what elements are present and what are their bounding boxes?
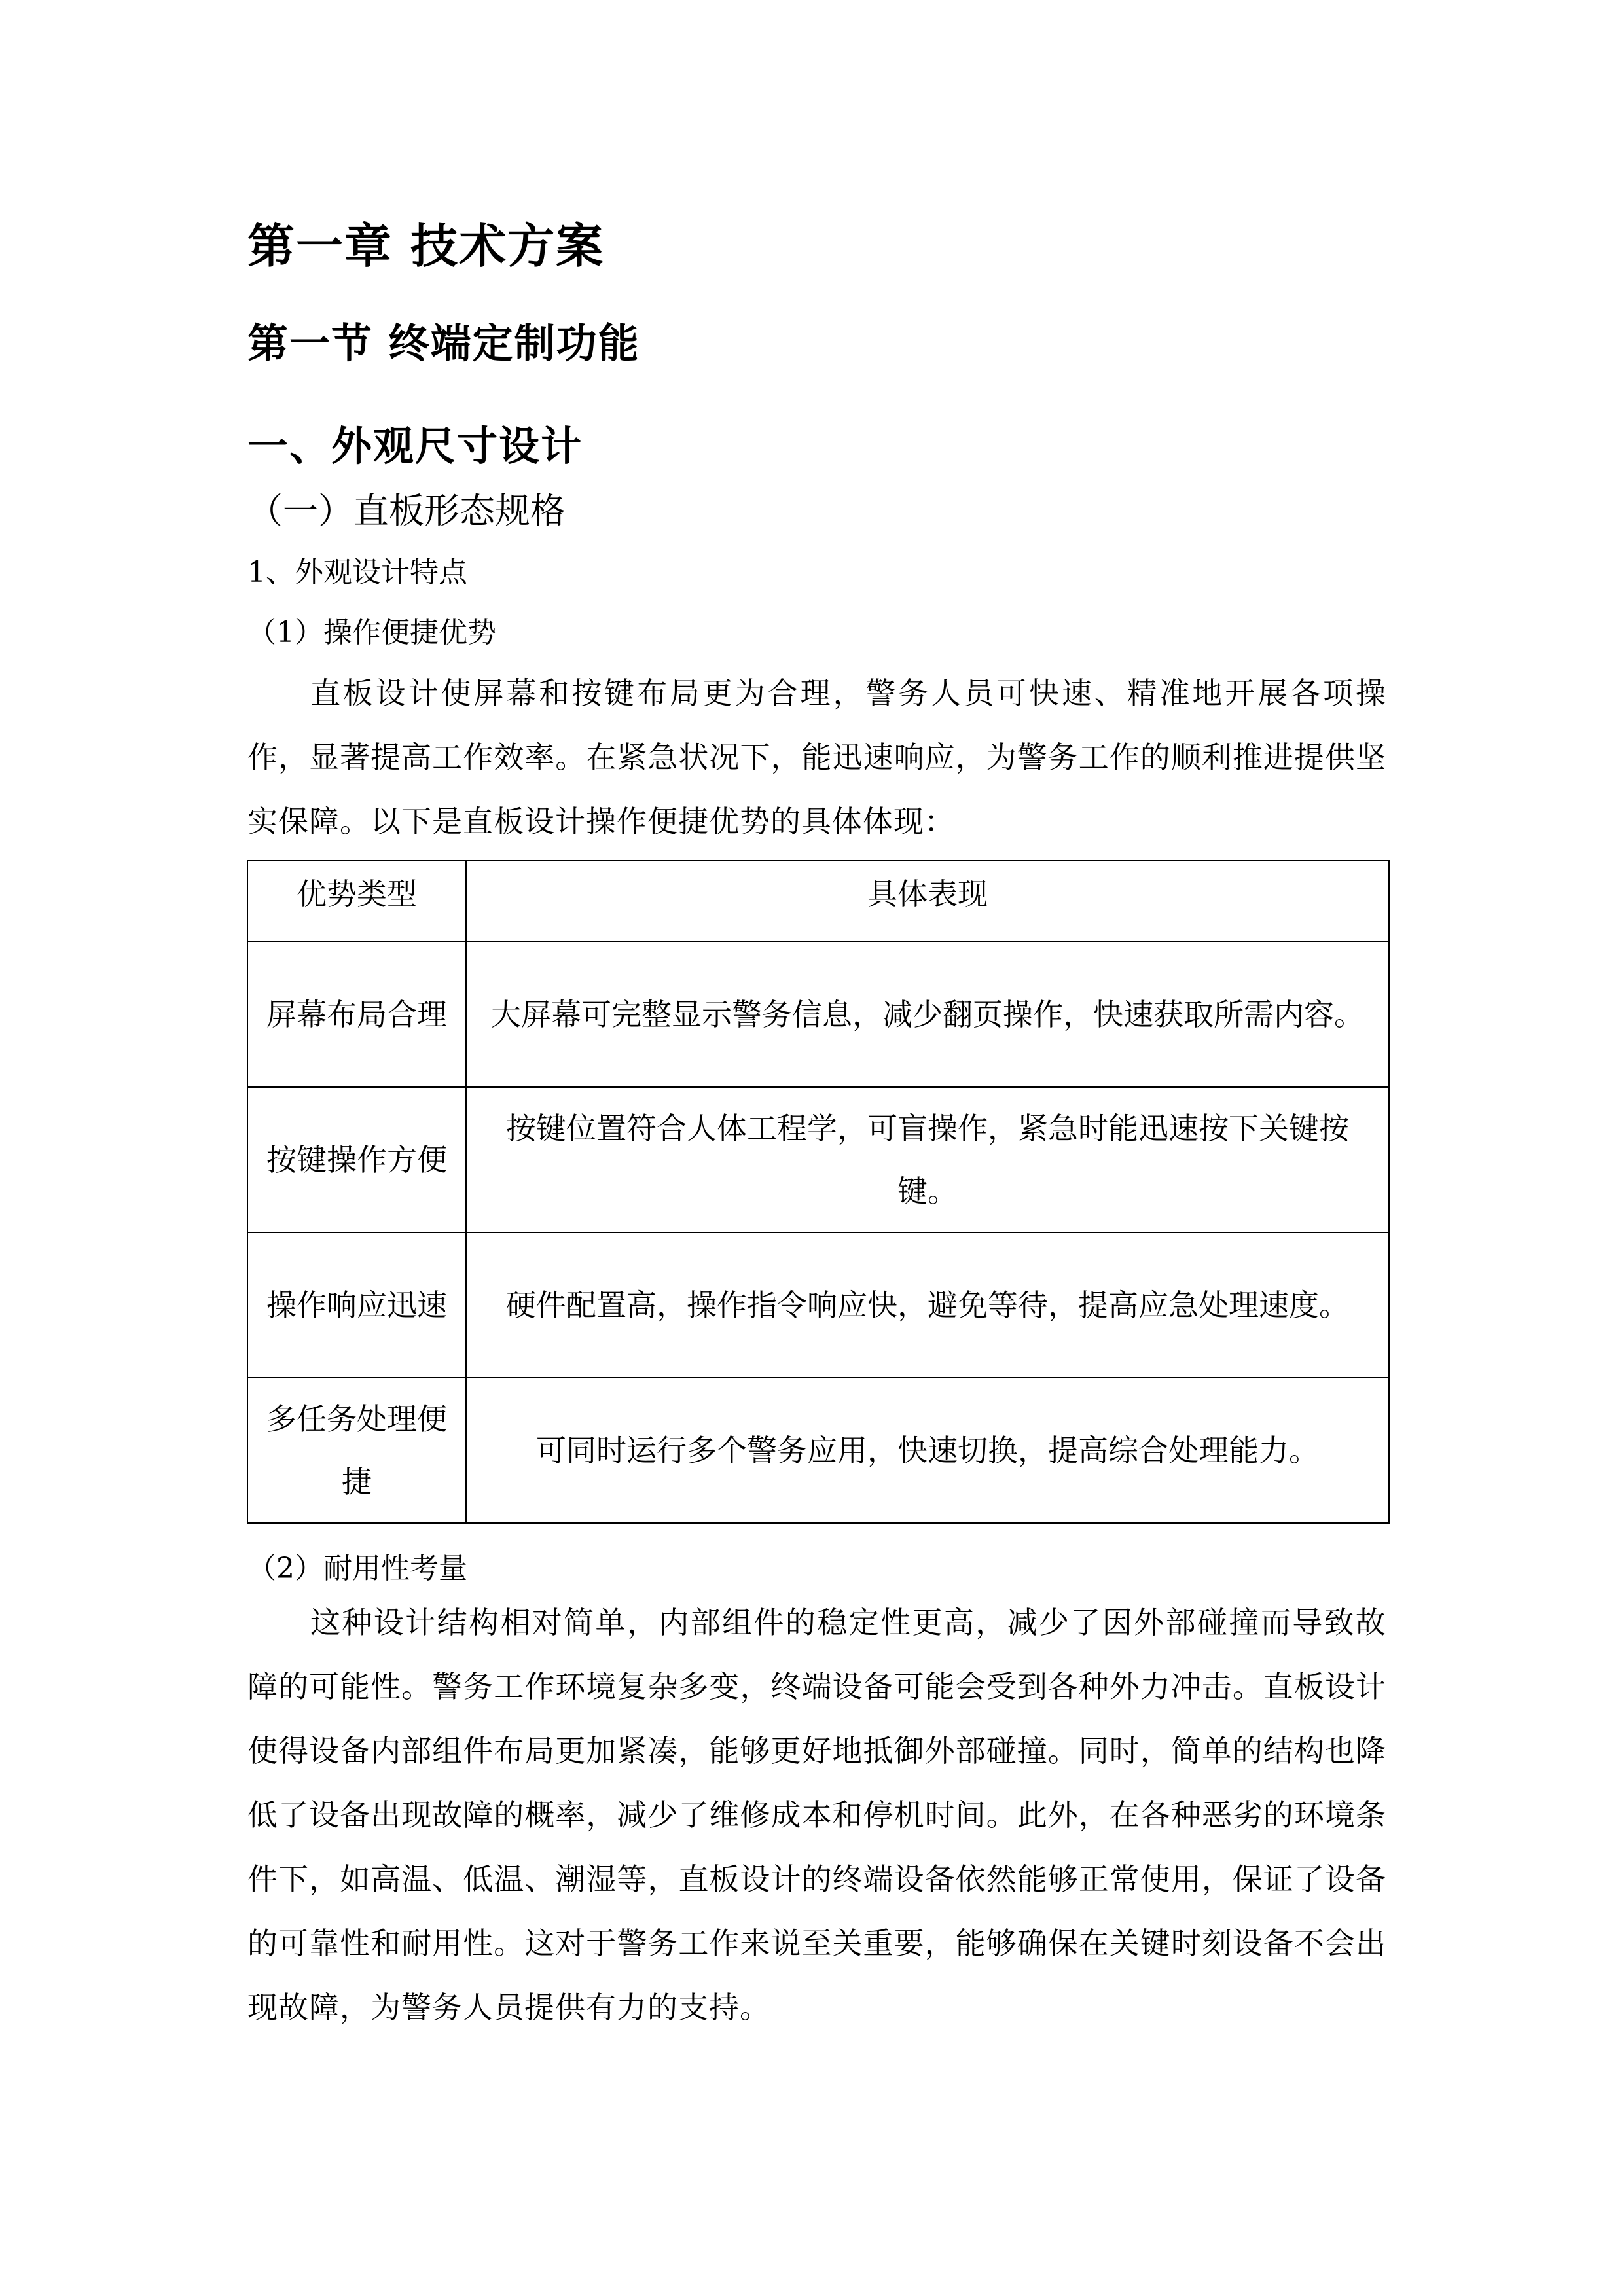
table-row — [247, 942, 1389, 1087]
point2-paragraph: 这种设计结构相对简单，内部组件的稳定性更高，减少了因外部碰撞而导致故障的可能性。警务工作环境复杂多变，终端设备可能会受到各种外力冲击。直板设计使得设备内部组件布局更加紧凑，能够更好地抵御外部碰撞。同时，简单的结构也降低了设备出现故障的概率，减少了维修成本和停机时间。此外，在各种恶劣的环境条件下，如高温、低温、潮湿等，直板设计的终端设备依然能够正常使用，保证了设备的可靠性和耐用性。这对于警务工作来说至关重要，能够确保在关键时刻设备不会出现故障，为警务人员提供有力的支持。 — [247, 1605, 1386, 2025]
item-title: 1、外观设计特点 — [247, 556, 467, 589]
table-cell-type: 多任务处理便捷 — [247, 1378, 466, 1523]
table-cell-type: 屏幕布局合理 — [247, 942, 466, 1087]
table-cell-type: 按键操作方便 — [247, 1087, 466, 1232]
point2-title: （2）耐用性考量 — [247, 1552, 467, 1585]
section-title: 第一节 终端定制功能 — [247, 319, 640, 367]
table-row — [247, 1232, 1389, 1378]
subsection-title: 一、外观尺寸设计 — [247, 422, 583, 470]
chapter-title: 第一章 技术方案 — [247, 218, 605, 274]
table-cell-desc: 硬件配置高，操作指令响应快，避免等待，提高应急处理速度。 — [466, 1232, 1389, 1378]
table-header-cell: 优势类型 — [247, 861, 466, 942]
table-row — [247, 1378, 1389, 1523]
table-cell-desc: 大屏幕可完整显示警务信息，减少翻页操作，快速获取所需内容。 — [466, 942, 1389, 1087]
table-cell-desc: 按键位置符合人体工程学，可盲操作，紧急时能迅速按下关键按键。 — [466, 1087, 1389, 1232]
advantages-table — [247, 860, 1390, 1524]
table-cell-type: 操作响应迅速 — [247, 1232, 466, 1378]
subsubsection-title: （一）直板形态规格 — [247, 490, 566, 531]
point1-title: （1）操作便捷优势 — [247, 616, 496, 649]
table-header-row — [247, 861, 1389, 942]
table-row — [247, 1087, 1389, 1232]
point1-paragraph: 直板设计使屏幕和按键布局更为合理，警务人员可快速、精准地开展各项操作，显著提高工作效率。在紧急状况下，能迅速响应，为警务工作的顺利推进提供坚实保障。以下是直板设计操作便捷优势的具体体现： — [247, 675, 1386, 839]
table-cell-desc: 可同时运行多个警务应用，快速切换，提高综合处理能力。 — [466, 1378, 1389, 1523]
table-header-cell: 具体表现 — [466, 861, 1389, 942]
